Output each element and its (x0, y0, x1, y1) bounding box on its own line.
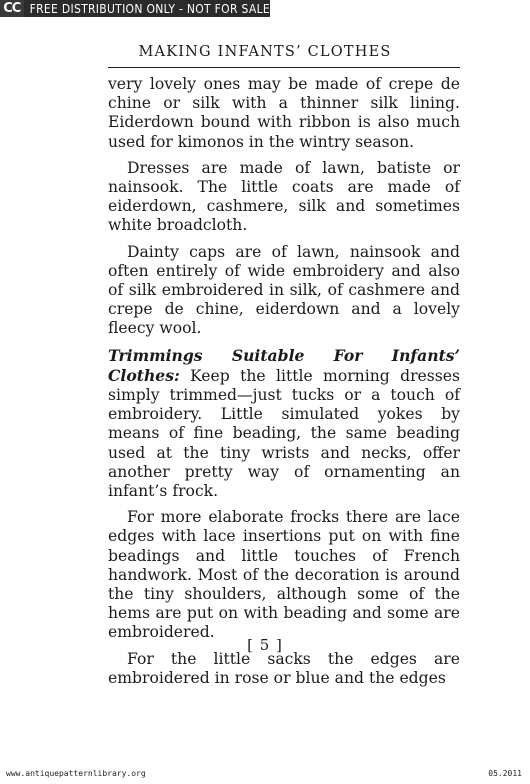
paragraph-text: Keep the little morning dresses simply trimmed—just tucks or a touch of embroidery. Little simulated yokes by means of fine beading, the same beading used at the tiny wrists and necks, offer another pretty way of ornamenting an infant’s frock. (108, 366, 460, 501)
paragraph-text: very lovely ones may be made of crepe de chine or silk with a thinner silk lining. Eiderdown bound with ribbon is also much used for kimonos in the wintry season. (108, 75, 460, 151)
paragraph (108, 650, 460, 688)
footer-date: 05.2011 (488, 769, 522, 778)
creative-commons-icon (0, 0, 24, 17)
paragraph-text: Dresses are made of lawn, batiste or nainsook. The little coats are made of eiderdown, cashmere, silk and sometimes white broadcloth. (108, 158, 460, 235)
running-head: MAKING INFANTS’ CLOTHES (138, 44, 392, 60)
paragraph (108, 508, 460, 642)
paragraph (108, 159, 460, 236)
section-heading: Trimmings Suitable For Infants’ Clothes: (108, 345, 460, 385)
paragraph-text: Dainty caps are of lawn, nainsook and often entirely of wide embroidery and also of silk embroidered in silk, of cashmere and crepe de chine, eiderdown and a lovely fleecy wool. (108, 242, 460, 338)
license-notice: FREE DISTRIBUTION ONLY - NOT FOR SALE (29, 1, 270, 16)
paragraph-text: For more elaborate frocks there are lace edges with lace insertions put on with fine beadings and little touches of French handwork. Most of the decoration is around the tiny shoulders, although some of the hems are put on with beading and some are embroidered. (108, 508, 460, 642)
cc-badge-label: CC (3, 1, 21, 16)
paragraph (108, 346, 460, 502)
paragraph-text: For the little sacks the edges are embroidered in rose or blue and the edges (108, 649, 460, 687)
page-body (108, 75, 460, 695)
cc-license-banner (0, 0, 270, 17)
header-rule (108, 67, 460, 68)
page-number: [ 5 ] (247, 636, 283, 654)
footer-url: www.antiquepatternlibrary.org (6, 769, 146, 778)
paragraph (108, 75, 460, 152)
paragraph (108, 243, 460, 339)
